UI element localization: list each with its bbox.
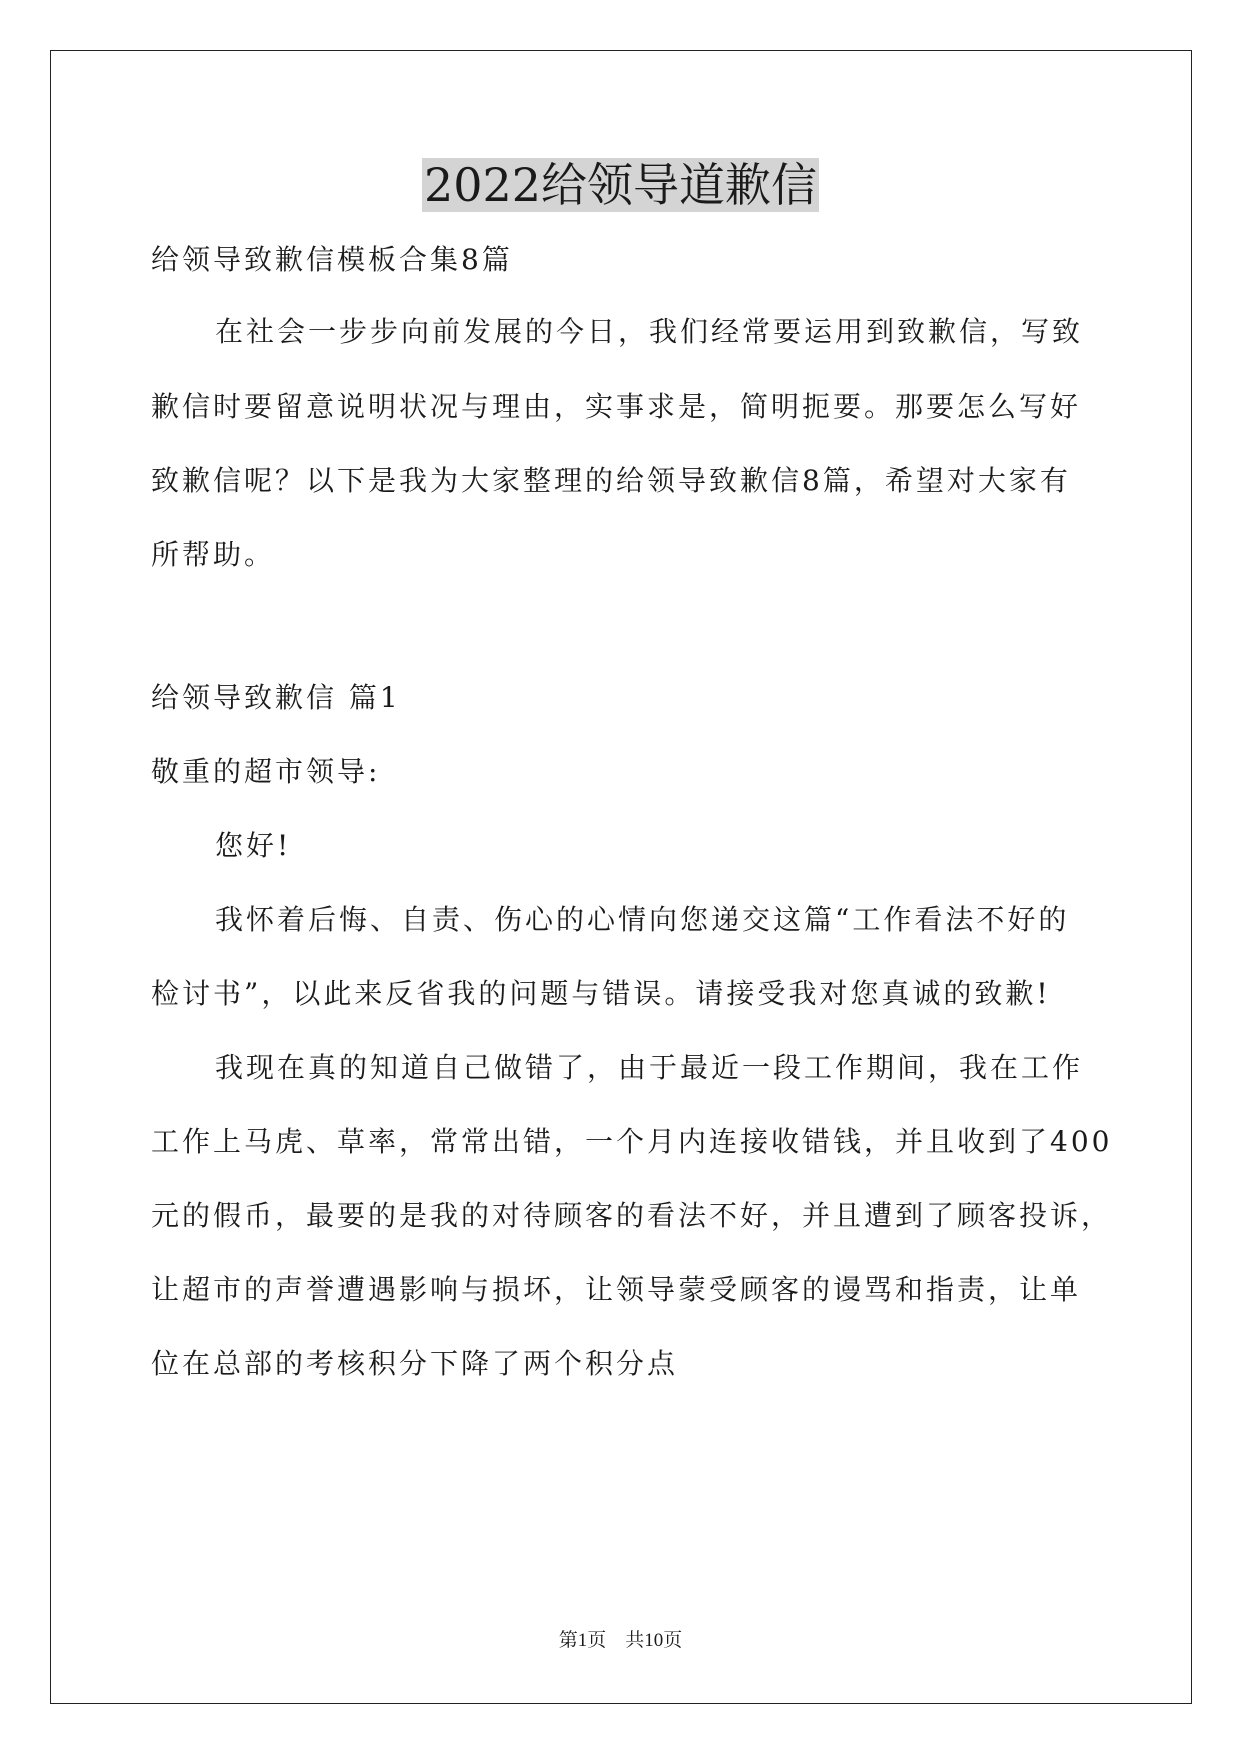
intro-line-1: 在社会一步步向前发展的今日，我们经常要运用到致歉信，写致 (215, 315, 1084, 348)
greeting: 您好! (215, 829, 292, 862)
para2-line-5: 位在总部的考核积分下降了两个积分点 (151, 1347, 679, 1380)
intro-line-2: 歉信时要留意说明状况与理由，实事求是，简明扼要。那要怎么写好 (151, 390, 1082, 423)
para1-line-2: 检讨书”，以此来反省我的问题与错误。请接受我对您真诚的致歉! (151, 977, 1051, 1010)
page-footer (0, 1628, 1241, 1654)
page-border (50, 50, 1192, 1704)
document-subtitle: 给领导致歉信模板合集8篇 (151, 243, 513, 276)
intro-line-3: 致歉信呢？以下是我为大家整理的给领导致歉信8篇，希望对大家有 (151, 464, 1071, 497)
para1-line-1: 我怀着后悔、自责、伤心的心情向您递交这篇“工作看法不好的 (215, 903, 1070, 936)
section-heading: 给领导致歉信 篇1 (151, 681, 401, 714)
salutation: 敬重的超市领导: (151, 755, 381, 788)
document-title (0, 152, 1241, 218)
para2-line-2: 工作上马虎、草率，常常出错，一个月内连接收错钱，并且收到了400 (151, 1125, 1113, 1158)
page-number: 第1页 共10页 (558, 1630, 683, 1651)
document-title-text: 2022给领导道歉信 (423, 158, 818, 212)
para2-line-3: 元的假币，最要的是我的对待顾客的看法不好，并且遭到了顾客投诉， (151, 1199, 1113, 1232)
intro-line-4: 所帮助。 (151, 538, 276, 571)
para2-line-1: 我现在真的知道自己做错了，由于最近一段工作期间，我在工作 (215, 1051, 1084, 1084)
para2-line-4: 让超市的声誉遭遇影响与损坏，让领导蒙受顾客的谩骂和指责，让单 (151, 1273, 1082, 1306)
